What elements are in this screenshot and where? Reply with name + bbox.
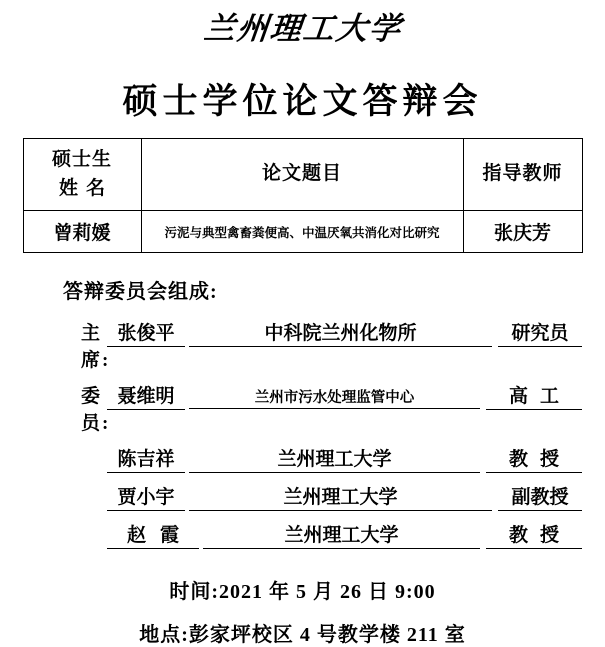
cell-advisor: 张庆芳	[463, 211, 582, 253]
cell-student-name: 曾莉媛	[23, 211, 141, 253]
member-org: 兰州理工大学	[203, 520, 480, 549]
header-cell-thesis-title: 论文题目	[141, 139, 463, 211]
committee-member-row	[23, 520, 582, 549]
member-name: 陈吉祥	[107, 444, 185, 473]
cell-thesis-title: 污泥与典型禽畜粪便高、中温厌氧共消化对比研究	[141, 211, 463, 253]
committee-member-row	[23, 381, 582, 435]
table-row	[23, 211, 582, 253]
member-name: 赵霞	[107, 520, 199, 549]
committee-heading: 答辩委员会组成:	[63, 281, 218, 303]
university-logo	[0, 0, 605, 62]
member-org: 中科院兰州化物所	[189, 318, 492, 347]
page-title: 硕士学位论文答辩会	[122, 82, 483, 121]
thesis-info-table	[23, 138, 583, 253]
member-name: 贾小宇	[107, 482, 185, 511]
table-header-row	[23, 139, 582, 211]
member-org: 兰州理工大学	[189, 444, 480, 473]
committee-section	[23, 275, 582, 549]
committee-member-row	[23, 318, 582, 372]
defense-place: 地点:彭家坪校区 4 号教学楼 211 室	[139, 624, 466, 646]
member-org: 兰州理工大学	[189, 482, 492, 511]
member-name: 张俊平	[107, 318, 185, 347]
header-cell-student-name	[23, 139, 141, 211]
header-cell-advisor: 指导教师	[463, 139, 582, 211]
member-rank: 研究员	[498, 318, 582, 347]
committee-member-row	[23, 444, 582, 473]
member-org: 兰州市污水处理监管中心	[189, 386, 480, 409]
member-name: 聂维明	[107, 381, 185, 410]
member-rank: 副教授	[498, 482, 582, 511]
header-student-name-line1: 硕士生	[51, 149, 112, 170]
member-role: 委员:	[81, 386, 111, 434]
university-logo-text: 兰州理工大学	[201, 11, 404, 47]
defense-time: 时间:2021 年 5 月 26 日 9:00	[169, 581, 436, 603]
member-role: 主席:	[81, 323, 111, 371]
header-student-name-line2: 姓名	[58, 177, 113, 199]
committee-member-row	[23, 482, 582, 511]
member-rank: 教授	[486, 444, 582, 473]
member-rank: 教授	[486, 520, 582, 549]
footer-section	[0, 575, 605, 647]
member-rank: 高工	[486, 381, 582, 410]
